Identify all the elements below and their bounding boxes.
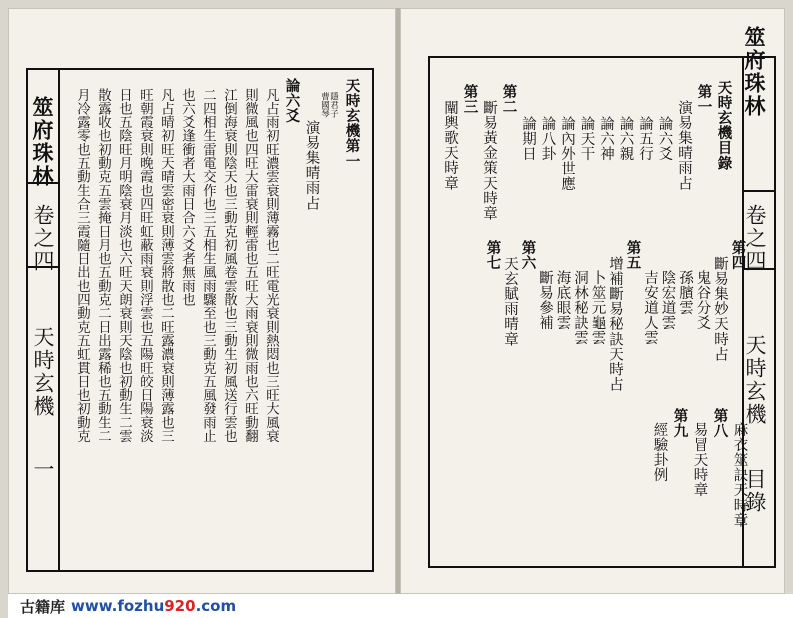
toc-heading: 第六 — [519, 240, 537, 271]
site-url-part2: 920 — [164, 597, 196, 615]
right-margin-volume: 卷之四 — [743, 204, 767, 273]
left-margin-chapter: 天時玄機 — [31, 326, 55, 418]
toc-heading: 第九 — [671, 408, 689, 439]
toc-entry: 論期日 — [520, 116, 536, 162]
body-text-column: 則微風也四旺大雷衰則輕雷也五旺大雨衰則微雨也六旺動翻 — [242, 88, 258, 443]
left-margin-title: 筮府珠林 — [30, 96, 55, 188]
band-rule — [744, 190, 774, 192]
left-margin-page: 一 — [31, 458, 55, 481]
toc-entry: 論六爻 — [656, 116, 673, 162]
work-title: 演易集晴雨占 — [303, 120, 320, 211]
toc-entry: 論六親 — [617, 116, 634, 162]
body-text-column: 散露收也初動克五雲掩日月也五動克二日出露稀也五動生二 — [95, 88, 111, 443]
body-text-column: 凡占晴初旺天晴雲密衰則薄雲將散也二旺露濃衰則薄露也三 — [158, 88, 174, 443]
right-margin-chapter: 天時玄機 — [743, 334, 767, 426]
left-margin-volume: 卷之四 — [31, 204, 55, 273]
author-line-2: 曹國琴 — [319, 92, 330, 118]
body-text-column: 二四相生雷電交作也三五相生風雨驟至也三動克五風發雨止 — [200, 88, 216, 443]
site-footer — [8, 594, 793, 618]
site-url[interactable] — [71, 597, 236, 615]
body-text-column: 也六爻逢衝者大雨日合六爻者無雨也 — [179, 88, 195, 307]
body-text-column: 凡占雨初旺濃雲衰則薄霧也二旺電光衰則熱悶也三旺大風衰 — [263, 88, 279, 443]
toc-entry: 闡輿歌天時章 — [442, 100, 458, 191]
toc-entry: 斷易黃金策天時章 — [481, 100, 497, 221]
right-margin-suffix: 目錄 — [743, 468, 767, 514]
toc-entry: 增補斷易秘訣天時占 — [607, 256, 623, 392]
toc-heading: 第三 — [461, 84, 479, 115]
toc-entry: 卜筮元龜雲 — [589, 270, 606, 346]
toc-entry: 經驗卦例 — [651, 422, 668, 483]
toc-heading: 第二 — [500, 84, 518, 115]
body-text-column: 江倒海衰則陰天也三動克初風卷雲散也三動生初風送行雲也 — [221, 88, 237, 443]
toc-entry: 演易集晴雨占 — [676, 100, 692, 191]
left-page — [8, 8, 396, 594]
body-text-column: 日也五陰旺月明陰衰月淡也六旺天朗衰則天陰也初動生二雲 — [116, 88, 132, 443]
toc-entry: 論八卦 — [539, 116, 556, 162]
right-margin-title: 筮府珠林 — [742, 26, 767, 118]
site-logo-text: 古籍库 — [20, 597, 66, 616]
toc-title: 天時玄機目錄 — [715, 80, 733, 171]
toc-entry: 天玄賦雨晴章 — [502, 256, 518, 347]
toc-entry: 斷易集妙天時占 — [712, 256, 728, 362]
toc-heading: 第五 — [624, 240, 642, 271]
toc-entry: 論六神 — [598, 116, 614, 162]
body-text-column: 旺朝霞衰則晚霞也四旺虹蔽雨衰則浮雲也五陽旺皎日陽衰淡 — [137, 88, 153, 443]
toc-entry: 吉安道人雲 — [642, 270, 658, 346]
site-url-part1: www.fozhu — [71, 597, 165, 615]
toc-entry: 論五行 — [637, 116, 653, 162]
toc-heading: 第四 — [729, 240, 747, 271]
toc-entry: 陰宏道雲 — [659, 270, 676, 331]
body-text-column: 月冷露零也五動生合三霞隨日出也四動克五虹貫日也初動克 — [74, 88, 90, 443]
toc-heading: 第八 — [711, 408, 729, 439]
toc-entry: 孫臏雲 — [677, 270, 693, 316]
toc-entry: 斷易參補 — [537, 270, 553, 331]
section-title: 論六爻 — [283, 78, 301, 124]
toc-heading: 第一 — [695, 84, 713, 115]
site-url-part3: .com — [195, 597, 237, 615]
toc-entry: 論天干 — [578, 116, 595, 162]
right-page — [400, 8, 785, 594]
toc-entry: 論內外世應 — [559, 116, 575, 192]
toc-entry: 麻衣筮訣天時章 — [731, 422, 748, 528]
toc-heading: 第七 — [484, 240, 502, 271]
chapter-title: 天時玄機第一 — [343, 78, 361, 169]
toc-entry: 洞林秘訣雲 — [572, 270, 588, 346]
author-line-1: 隱君子 — [328, 92, 339, 118]
toc-entry: 易冒天時章 — [691, 422, 708, 498]
toc-entry: 鬼谷分爻 — [694, 270, 711, 331]
toc-entry: 海底眼雲 — [554, 270, 571, 331]
